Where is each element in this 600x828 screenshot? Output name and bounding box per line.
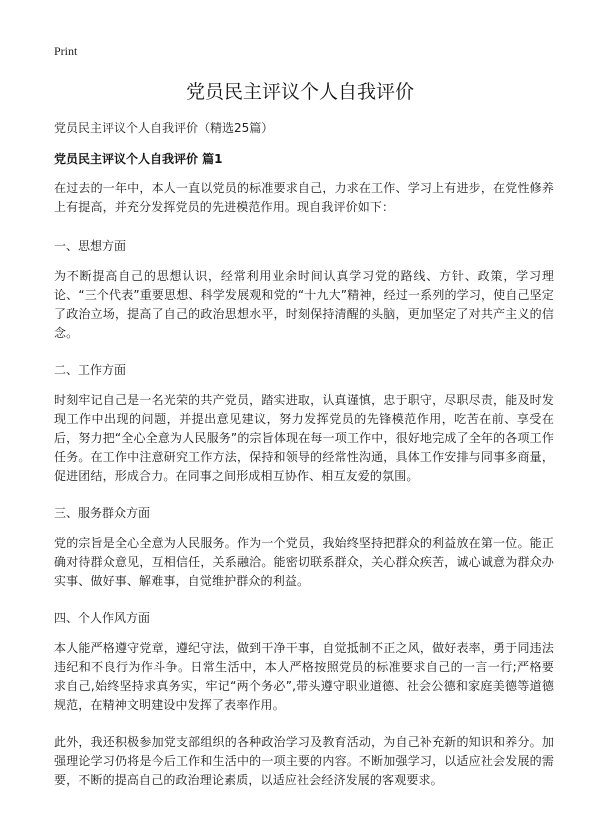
heading-thought: 一、思想方面 bbox=[54, 239, 127, 253]
heading-style: 四、个人作风方面 bbox=[54, 611, 151, 625]
paragraph-additional: 此外，我还积极参加党支部组织的各种政治学习及教育活动，为自己补充新的知识和养分。加强理论学习仍将是今后工作和生活中的一项主要的内容。不断加强学习，以适应社会发展的需要，不断的提高自己的政治理论素质，以适应社会经济发展的客观要求。 bbox=[54, 735, 554, 787]
paragraph-work: 时刻牢记自己是一名光荣的共产党员，踏实进取，认真谨慎，忠于职守，尽职尽责，能及时发现工作中出现的问题，并提出意见建议，努力发挥党员的先锋模范作用，吃苦在前、享受在后，努力把“全心全意为人民服务”的宗旨体现在每一项工作中，很好地完成了全年的各项工作任务。在工作中注意研究工作方法，保持和领导的经常性沟通，具体工作安排与同事多商量，促进团结，形成合力。在同事之间形成相互协作、相互友爱的氛围。 bbox=[54, 393, 554, 483]
paragraph-thought: 为不断提高自己的思想认识，经常利用业余时间认真学习党的路线、方针、政策，学习理论、“三个代表”重要思想、科学发展观和党的“十九大”精神，经过一系列的学习，使自己坚定了政治立场，提高了自己的政治思想水平，时刻保持清醒的头脑，更加坚定了对共产主义的信念。 bbox=[54, 269, 554, 340]
document-subtitle: 党员民主评议个人自我评价（精选25篇） bbox=[54, 121, 274, 135]
paragraph-service: 党的宗旨是全心全意为人民服务。作为一个党员，我始终坚持把群众的利益放在第一位。能正确对待群众意见，互相信任，关系融洽。能密切联系群众，关心群众疾苦，诚心诚意为群众办实事、做好事、解难事，自觉维护群众的利益。 bbox=[54, 536, 554, 588]
section-title: 党员民主评议个人自我评价 篇1 bbox=[54, 152, 223, 166]
intro-paragraph: 在过去的一年中，本人一直以党员的标准要求自己，力求在工作、学习上有进步，在党性修养上有提高，并充分发挥党员的先进模范作用。现自我评价如下： bbox=[54, 181, 554, 214]
heading-service: 三、服务群众方面 bbox=[54, 506, 151, 520]
page-title: 党员民主评议个人自我评价 bbox=[185, 81, 414, 103]
heading-work: 二、工作方面 bbox=[54, 363, 127, 377]
paragraph-style: 本人能严格遵守党章，遵纪守法，做到干净干事，自觉抵制不正之风，做好表率，勇于同违法违纪和不良行为作斗争。日常生活中，本人严格按照党员的标准要求自己的一言一行;严格要求自己,始终坚持求真务实，牢记“两个务必”,带头遵守职业道德、社会公德和家庭美德等道德规范，在精神文明建设中发挥了表率作用。 bbox=[54, 641, 554, 712]
document-body bbox=[54, 179, 554, 799]
print-link[interactable]: Print bbox=[54, 44, 78, 58]
